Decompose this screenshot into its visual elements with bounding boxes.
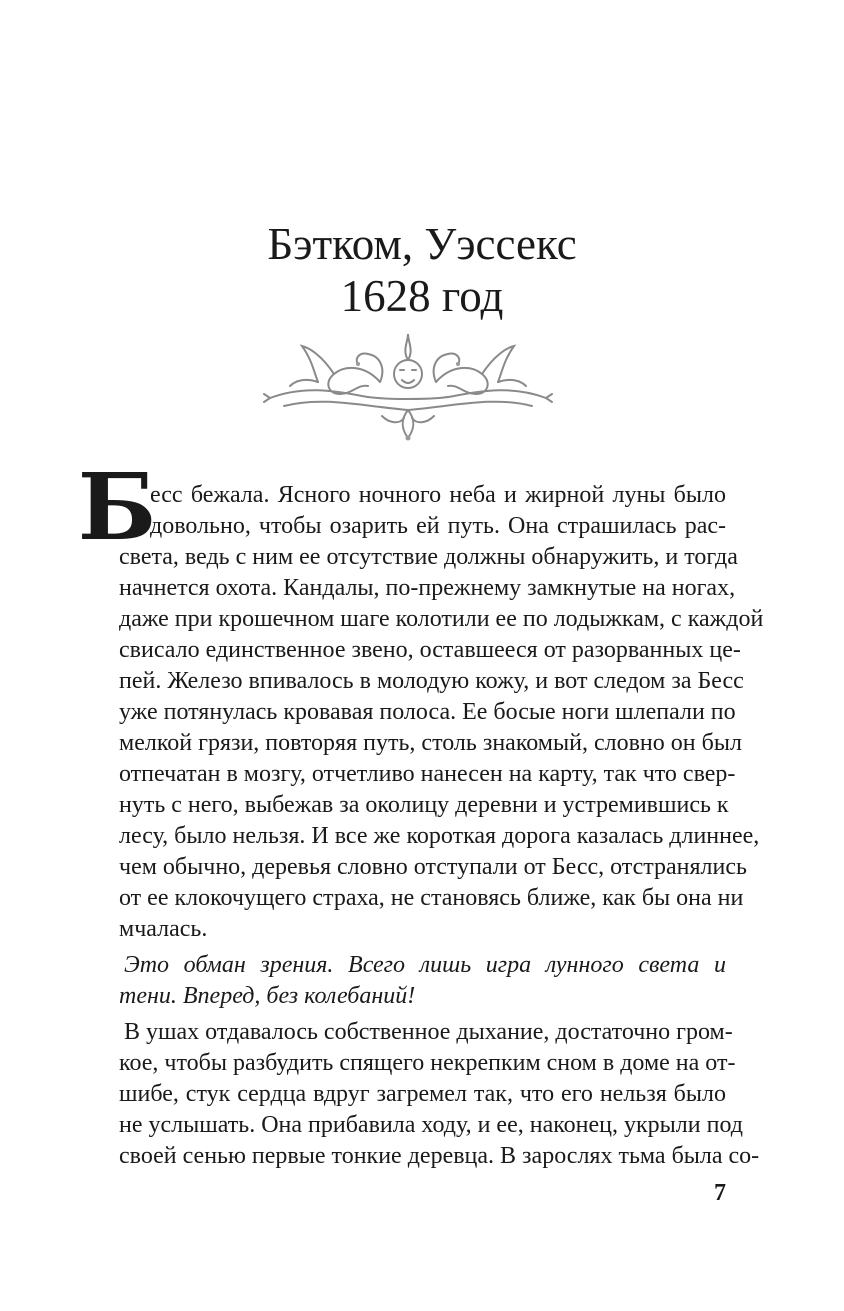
text-line: В ушах отдавалось собственное дыхание, достаточно гром- — [124, 1019, 733, 1045]
text-line: не услышать. Она прибавила ходу, и ее, наконец, укрыли под — [119, 1112, 743, 1138]
text-line: свисало единственное звено, оставшееся от разорванных це- — [119, 637, 741, 663]
page-number: 7 — [714, 1180, 726, 1206]
text-line: довольно, чтобы озарить ей путь. Она страшилась рас- — [150, 513, 726, 539]
text-line: отпечатан в мозгу, отчетливо нанесен на карту, так что свер- — [119, 761, 736, 787]
text-line: даже при крошечном шаге колотили ее по лодыжкам, с каждой — [119, 606, 764, 632]
text-line: от ее клокочущего страха, не становясь ближе, как бы она ни — [119, 885, 744, 911]
heading-year: 1628 год — [340, 271, 504, 321]
text-line: нуть с него, выбежав за околицу деревни и устремившись к — [119, 792, 729, 818]
twin-dragons-ornament-icon — [262, 320, 554, 442]
text-line: есс бежала. Ясного ночного неба и жирной луны было — [150, 482, 726, 508]
text-line: начнется охота. Кандалы, по-прежнему замкнутые на ногах, — [119, 575, 736, 601]
italic-line: тени. Вперед, без колебаний! — [119, 983, 416, 1009]
drop-cap-letter — [77, 453, 157, 561]
text-line: света, ведь с ним ее отсутствие должны обнаружить, и тогда — [119, 544, 738, 570]
text-line: мчалась. — [119, 916, 208, 942]
text-line: кое, чтобы разбудить спящего некрепким сном в доме на от- — [119, 1050, 736, 1076]
text-line: мелкой грязи, повторяя путь, столь знакомый, словно он был — [119, 730, 742, 756]
text-line: пей. Железо впивалось в молодую кожу, и вот следом за Бесс — [119, 668, 744, 694]
text-line: уже потянулась кровавая полоса. Ее босые ноги шлепали по — [119, 699, 736, 725]
text-line: чем обычно, деревья словно отступали от Бесс, отстранялись — [119, 854, 747, 880]
text-line: лесу, было нельзя. И все же короткая дорога казалась длиннее, — [119, 823, 760, 849]
text-line: своей сенью первые тонкие деревца. В зарослях тьма была со- — [119, 1143, 760, 1169]
text-line: шибе, стук сердца вдруг загремел так, что его нельзя было — [119, 1081, 726, 1107]
heading-place: Бэтком, Уэссекс — [267, 219, 577, 269]
svg-text:Б: Б — [77, 453, 157, 561]
italic-line: Это обман зрения. Всего лишь игра лунного света и — [124, 952, 726, 978]
